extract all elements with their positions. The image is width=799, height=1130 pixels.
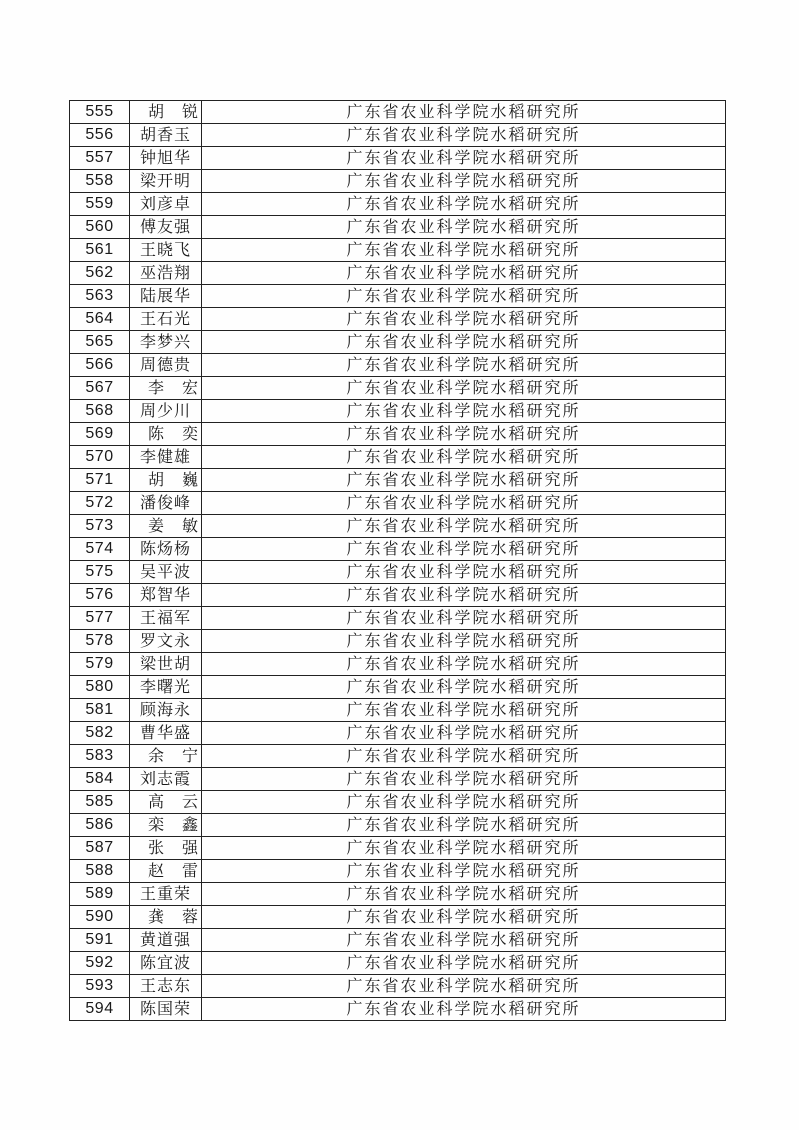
- person-name: 周德贵: [130, 354, 202, 377]
- row-number: 581: [70, 699, 130, 722]
- organization: 广东省农业科学院水稻研究所: [202, 331, 726, 354]
- table-row: [70, 515, 726, 538]
- organization: 广东省农业科学院水稻研究所: [202, 469, 726, 492]
- person-name: 王志东: [130, 975, 202, 998]
- table-row: [70, 170, 726, 193]
- person-name: 曹华盛: [130, 722, 202, 745]
- row-number: 585: [70, 791, 130, 814]
- organization: 广东省农业科学院水稻研究所: [202, 561, 726, 584]
- person-name: 陈宜波: [130, 952, 202, 975]
- table-row: [70, 469, 726, 492]
- table-row: [70, 791, 726, 814]
- table-row: [70, 492, 726, 515]
- table-row: [70, 124, 726, 147]
- organization: 广东省农业科学院水稻研究所: [202, 400, 726, 423]
- row-number: 569: [70, 423, 130, 446]
- row-number: 572: [70, 492, 130, 515]
- roster-table: [69, 100, 726, 1021]
- person-name: 吴平波: [130, 561, 202, 584]
- row-number: 590: [70, 906, 130, 929]
- organization: 广东省农业科学院水稻研究所: [202, 101, 726, 124]
- organization: 广东省农业科学院水稻研究所: [202, 607, 726, 630]
- row-number: 567: [70, 377, 130, 400]
- table-row: [70, 768, 726, 791]
- organization: 广东省农业科学院水稻研究所: [202, 515, 726, 538]
- row-number: 563: [70, 285, 130, 308]
- person-name: 梁世胡: [130, 653, 202, 676]
- row-number: 578: [70, 630, 130, 653]
- organization: 广东省农业科学院水稻研究所: [202, 262, 726, 285]
- person-name: 赵雷: [130, 860, 202, 883]
- organization: 广东省农业科学院水稻研究所: [202, 377, 726, 400]
- row-number: 565: [70, 331, 130, 354]
- row-number: 588: [70, 860, 130, 883]
- row-number: 557: [70, 147, 130, 170]
- row-number: 583: [70, 745, 130, 768]
- row-number: 591: [70, 929, 130, 952]
- row-number: 576: [70, 584, 130, 607]
- table-row: [70, 285, 726, 308]
- organization: 广东省农业科学院水稻研究所: [202, 354, 726, 377]
- person-name: 胡香玉: [130, 124, 202, 147]
- row-number: 573: [70, 515, 130, 538]
- table-row: [70, 630, 726, 653]
- person-name: 刘志霞: [130, 768, 202, 791]
- table-row: [70, 216, 726, 239]
- organization: 广东省农业科学院水稻研究所: [202, 929, 726, 952]
- organization: 广东省农业科学院水稻研究所: [202, 676, 726, 699]
- table-row: [70, 745, 726, 768]
- row-number: 558: [70, 170, 130, 193]
- row-number: 559: [70, 193, 130, 216]
- person-name: 姜敏: [130, 515, 202, 538]
- organization: 广东省农业科学院水稻研究所: [202, 653, 726, 676]
- table-row: [70, 607, 726, 630]
- table-row: [70, 446, 726, 469]
- table-row: [70, 400, 726, 423]
- row-number: 586: [70, 814, 130, 837]
- person-name: 李曙光: [130, 676, 202, 699]
- person-name: 巫浩翔: [130, 262, 202, 285]
- table-row: [70, 538, 726, 561]
- table-row: [70, 101, 726, 124]
- person-name: 陆展华: [130, 285, 202, 308]
- person-name: 郑智华: [130, 584, 202, 607]
- table-row: [70, 837, 726, 860]
- person-name: 黄道强: [130, 929, 202, 952]
- organization: 广东省农业科学院水稻研究所: [202, 722, 726, 745]
- organization: 广东省农业科学院水稻研究所: [202, 124, 726, 147]
- person-name: 梁开明: [130, 170, 202, 193]
- person-name: 钟旭华: [130, 147, 202, 170]
- person-name: 王晓飞: [130, 239, 202, 262]
- row-number: 580: [70, 676, 130, 699]
- organization: 广东省农业科学院水稻研究所: [202, 239, 726, 262]
- table-row: [70, 147, 726, 170]
- table-row: [70, 308, 726, 331]
- organization: 广东省农业科学院水稻研究所: [202, 998, 726, 1021]
- table-row: [70, 883, 726, 906]
- person-name: 周少川: [130, 400, 202, 423]
- row-number: 561: [70, 239, 130, 262]
- table-row: [70, 814, 726, 837]
- table-row: [70, 952, 726, 975]
- table-row: [70, 584, 726, 607]
- table-row: [70, 354, 726, 377]
- row-number: 568: [70, 400, 130, 423]
- organization: 广东省农业科学院水稻研究所: [202, 860, 726, 883]
- organization: 广东省农业科学院水稻研究所: [202, 538, 726, 561]
- row-number: 592: [70, 952, 130, 975]
- person-name: 王福军: [130, 607, 202, 630]
- table-row: [70, 722, 726, 745]
- table-row: [70, 239, 726, 262]
- person-name: 王石光: [130, 308, 202, 331]
- row-number: 571: [70, 469, 130, 492]
- row-number: 574: [70, 538, 130, 561]
- organization: 广东省农业科学院水稻研究所: [202, 285, 726, 308]
- row-number: 594: [70, 998, 130, 1021]
- organization: 广东省农业科学院水稻研究所: [202, 952, 726, 975]
- person-name: 罗文永: [130, 630, 202, 653]
- table-row: [70, 975, 726, 998]
- table-row: [70, 906, 726, 929]
- row-number: 560: [70, 216, 130, 239]
- organization: 广东省农业科学院水稻研究所: [202, 308, 726, 331]
- table-row: [70, 860, 726, 883]
- table-row: [70, 331, 726, 354]
- row-number: 564: [70, 308, 130, 331]
- person-name: 王重荣: [130, 883, 202, 906]
- table-row: [70, 998, 726, 1021]
- organization: 广东省农业科学院水稻研究所: [202, 837, 726, 860]
- person-name: 刘彦卓: [130, 193, 202, 216]
- table-row: [70, 653, 726, 676]
- organization: 广东省农业科学院水稻研究所: [202, 216, 726, 239]
- person-name: 龚蓉: [130, 906, 202, 929]
- table-row: [70, 561, 726, 584]
- row-number: 575: [70, 561, 130, 584]
- person-name: 胡巍: [130, 469, 202, 492]
- person-name: 陈国荣: [130, 998, 202, 1021]
- organization: 广东省农业科学院水稻研究所: [202, 883, 726, 906]
- table-row: [70, 676, 726, 699]
- person-name: 张强: [130, 837, 202, 860]
- organization: 广东省农业科学院水稻研究所: [202, 699, 726, 722]
- organization: 广东省农业科学院水稻研究所: [202, 584, 726, 607]
- row-number: 584: [70, 768, 130, 791]
- person-name: 李宏: [130, 377, 202, 400]
- organization: 广东省农业科学院水稻研究所: [202, 768, 726, 791]
- organization: 广东省农业科学院水稻研究所: [202, 975, 726, 998]
- organization: 广东省农业科学院水稻研究所: [202, 423, 726, 446]
- organization: 广东省农业科学院水稻研究所: [202, 446, 726, 469]
- person-name: 高云: [130, 791, 202, 814]
- row-number: 562: [70, 262, 130, 285]
- table-row: [70, 929, 726, 952]
- row-number: 593: [70, 975, 130, 998]
- row-number: 570: [70, 446, 130, 469]
- organization: 广东省农业科学院水稻研究所: [202, 745, 726, 768]
- row-number: 579: [70, 653, 130, 676]
- row-number: 555: [70, 101, 130, 124]
- person-name: 潘俊峰: [130, 492, 202, 515]
- organization: 广东省农业科学院水稻研究所: [202, 147, 726, 170]
- row-number: 587: [70, 837, 130, 860]
- person-name: 李健雄: [130, 446, 202, 469]
- person-name: 陈炀杨: [130, 538, 202, 561]
- table-row: [70, 699, 726, 722]
- row-number: 577: [70, 607, 130, 630]
- organization: 广东省农业科学院水稻研究所: [202, 814, 726, 837]
- table-row: [70, 262, 726, 285]
- row-number: 582: [70, 722, 130, 745]
- table-row: [70, 377, 726, 400]
- table-row: [70, 423, 726, 446]
- table-row: [70, 193, 726, 216]
- person-name: 顾海永: [130, 699, 202, 722]
- row-number: 556: [70, 124, 130, 147]
- roster-table-body: [70, 101, 726, 1021]
- organization: 广东省农业科学院水稻研究所: [202, 791, 726, 814]
- organization: 广东省农业科学院水稻研究所: [202, 193, 726, 216]
- person-name: 傅友强: [130, 216, 202, 239]
- organization: 广东省农业科学院水稻研究所: [202, 630, 726, 653]
- person-name: 李梦兴: [130, 331, 202, 354]
- person-name: 余宁: [130, 745, 202, 768]
- organization: 广东省农业科学院水稻研究所: [202, 170, 726, 193]
- organization: 广东省农业科学院水稻研究所: [202, 492, 726, 515]
- row-number: 589: [70, 883, 130, 906]
- person-name: 胡锐: [130, 101, 202, 124]
- person-name: 栾鑫: [130, 814, 202, 837]
- row-number: 566: [70, 354, 130, 377]
- organization: 广东省农业科学院水稻研究所: [202, 906, 726, 929]
- person-name: 陈奕: [130, 423, 202, 446]
